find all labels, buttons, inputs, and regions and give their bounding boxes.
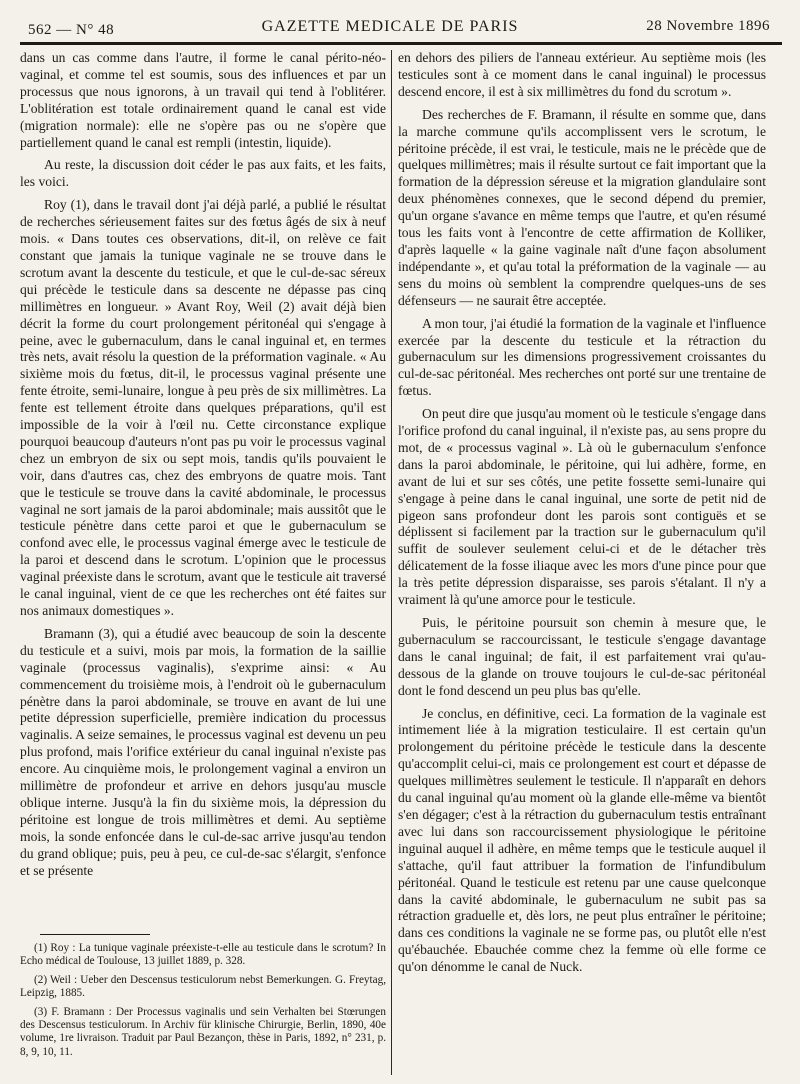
journal-title: GAZETTE MEDICALE DE PARIS [261,18,519,35]
paragraph: Puis, le péritoine poursuit son chemin à mesure que, le gubernaculum se raccourcissant, le testicule s'engage davantage dans le canal inguinal; de fait, il est parfaitement vrai qu'au-dessous de la glande on trouve toujours le cul-de-sac péritonéal dont le fond descend un peu plus bas qu'elle. [398,615,766,698]
header-rule [20,42,782,45]
paragraph: dans un cas comme dans l'autre, il forme le canal périto-néo-vaginal, et comme tel est soumis, sous des influences et par un processus que nous ignorons, à un travail qui tend à l'oblitérer. L'oblitération est totale ordinairement quand le canal est vide (migration normale): elle ne s'opère pas ou ne s'opère que partiellement quand le canal est rempli (intestin, liquide). [20,50,386,150]
paragraph: Bramann (3), qui a étudié avec beaucoup de soin la descente du testicule et a suivi, mois par mois, la formation de la saillie vaginale (processus vaginalis), s'exprime ainsi: « Au commencement du troisième mois, à l'endroit où le gubernaculum pénètre dans la paroi abdominale, se trouve en avant de lui une petite dépression superficielle, première indication du processus vaginalis. A seize semaines, le processus vaginal est devenu un peu plus profond, mais l'orifice extérieur du canal inguinal n'existe pas encore. Au cinquième mois, le prolongement vaginal a environ un millimètre de profondeur et arrive en dehors jusqu'au muscle oblique interne. Jusqu'à la fin du sixième mois, la dépression du péritoine est longue de trois millimètres et demi. Au septième mois, la sonde enfoncée dans le cul-de-sac arrive jusqu'au tendon du grand oblique; puis, peu à peu, ce cul-de-sac s'élargit, s'enfonce et se présente [20,625,386,878]
right-column [398,50,766,1080]
footnote: (3) F. Bramann : Der Processus vaginalis und sein Verhalten bei Stœrungen des Descensus testiculorum. In Archiv für klinische Chirurgie, Berlin, 1890, 40e volume, 1re livraison. Traduit par Paul Bezançon, thèse in Paris, 1892, n° 231, p. 8, 9, 10, 11. [20,1005,386,1058]
footnotes [20,942,386,1064]
page-header [20,12,770,38]
footnote-rule [40,934,150,935]
paragraph: en dehors des piliers de l'anneau extérieur. Au septième mois (les testicules sont à ce moment dans le canal inguinal) le processus descend encore, il est à six millimètres du fond du scrotum ». [398,50,766,99]
footnote: (1) Roy : La tunique vaginale préexiste-t-elle au testicule dans le scrotum? In Echo médical de Toulouse, 13 juillet 1889, p. 328. [20,942,386,968]
paragraph: Je conclus, en définitive, ceci. La formation de la vaginale est intimement liée à la migration testiculaire. Il est certain qu'un prolongement du péritoine précède le testicule dans la descente qu'accomplit celui-ci, mais ce prolongement est court et dépasse de quelques millimètres seulement le testicule. Il n'apparaît en dehors du canal inguinal qu'au moment où la glande elle-même va bientôt s'en dégager; c'est à la rétraction du gubernaculum testis entraînant avec lui dans son raccourcissement physiologique le péritoine inguinal auquel il adhère, en même temps que le testicule auquel il s'attache, qu'il faut attribuer la formation de l'infundibulum péritonéal. Quand le testicule est retenu par une cause quelconque dans la cavité abdominale, le gubernaculum ne subit pas sa rétraction graduelle et, dès lors, ne peut plus entraîner le péritoine; dans ces conditions la vaginale ne se forme pas, ou plutôt elle n'est qu'ébauchée. Ebauchée comme chez la femme où elle forme ce qu'on dénomme le canal de Nuck. [398,705,766,975]
paragraph: Roy (1), dans le travail dont j'ai déjà parlé, a publié le résultat de recherches sérieusement faites sur des fœtus âgés de six à neuf mois. « Dans toutes ces observations, dit-il, on relève ce fait constant que jamais la tunique vaginale ne se trouve dans le scrotum avant la descente du testicule, et que le cul-de-sac séreux qui précède le testicule dans sa descente ne dépasse pas cinq millimètres en longueur. » Avant Roy, Weil (2) avait déjà bien décrit la forme du court prolongement péritonéal qui s'engage à peine, avec le gubernaculum, dans le canal inguinal et, en termes très nets, avait résolu la question de la préformation vaginale. « Au sixième mois du fœtus, dit-il, le processus vaginal présente une fente étroite, semi-lunaire, longue à peu près de six millimètres. La fente est tellement étroite dans quelques préparations, qu'il est impossible de la voir à l'œil nu. Cette circonstance explique pourquoi beaucoup d'auteurs n'ont pas pu voir le processus vaginal chez un embryon de six ou sept mois, tandis qu'ils pouvaient le voir, dans d'autres cas, chez des embryons de quatre mois. Tant que le testicule se trouve dans la cavité abdominale, le processus vaginal ne sort jamais de la paroi abdominale; mais aussitôt que le testicule pénètre dans cette paroi et que le gubernaculum se confond avec elle, le processus vaginal émerge avec le testicule de la paroi et descend dans le scrotum. L'opinion que le processus vaginal préexiste dans le scrotum, avant que le testicule ait traversé le canal inguinal, vient de ce que les recherches ont été faites sur nos animaux domestiques ». [20,197,386,618]
paragraph: Au reste, la discussion doit céder le pas aux faits, et les faits, les voici. [20,157,386,190]
footnote: (2) Weil : Ueber den Descensus testiculorum nebst Bemerkungen. G. Freytag, Leipzig, 1885. [20,973,386,1000]
left-column [20,50,386,920]
paragraph: A mon tour, j'ai étudié la formation de la vaginale et l'influence exercée par la descente du testicule et la rétraction du gubernaculum sur les dimensions progressivement croissantes du cul-de-sac péritonéal. Mes recherches ont porté sur une trentaine de fœtus. [398,315,766,399]
paragraph: On peut dire que jusqu'au moment où le testicule s'engage dans l'orifice profond du canal inguinal, il n'existe pas, au sens propre du mot, de « processus vaginal ». Là où le gubernaculum s'enfonce dans la paroi abdominale, le péritoine, qui lui adhère, forme, en avant de lui et sur ses côtés, une petite fossette semi-lunaire qui s'engage à peine dans le canal inguinal, une sorte de petit nid de pigeon sans profondeur dont les parois sont contiguës et se déplissent si facilement par la traction sur le gubernaculum qu'il suffit de soulever seulement celui-ci et de le détacher très délicatement de la fosse iliaque avec les mors d'une pince pour que la très petite dépression disparaisse, ses parois s'étalant. Il n'y a vraiment là qu'une amorce pour le testicule. [398,406,766,608]
page-number: 562 — N° 48 [28,22,115,38]
column-divider [391,50,392,1075]
paragraph: Des recherches de F. Bramann, il résulte en somme que, dans la marche commune qu'ils accomplissent vers le scrotum, le péritoine précède, il est vrai, le testicule, mais ne le précède que de quelques millimètres; mais il résulte surtout ce fait important que la formation de la dépression séreuse et la migration glandulaire sont deux phénomènes connexes, que le second dépend du premier, qu'un organe s'avance en même temps que l'autre, et qu'en résumé tous les faits vont à l'encontre de cette affirmation de Kolliker, d'après laquelle « la gaine vaginale naît d'une façon absolument indépendante », et qu'au total la préformation de la vaginale — au sens du moins où semblent la comprendre quelques-uns de ses défenseurs — ne saurait être acceptée. [398,106,766,308]
issue-date: 28 Novembre 1896 [646,18,770,34]
